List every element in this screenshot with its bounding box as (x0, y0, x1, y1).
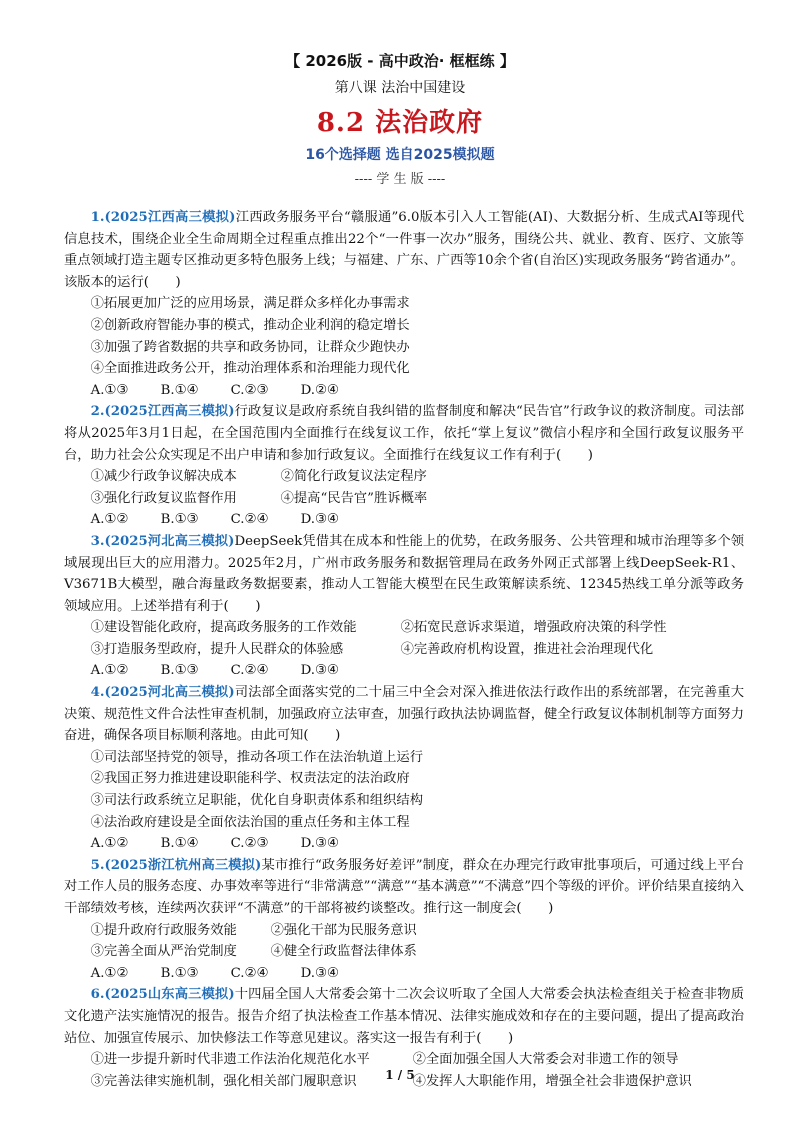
option-row (64, 488, 744, 510)
question-number: 2. (90, 404, 105, 420)
question-stem: 江西政务服务平台“赣服通”6.0版本引入人工智能(AI)、大数据分析、生成式AI等现代信息技术，围绕企业全生命周期全过程重点推出22个“一件事一次办”服务，围绕公共、就业、教育、医疗、文旅等重点领域打造主题专区推动更多特色服务上线；与福建、广东、广西等10余个省(自治区)实现政务服务“跨省通办”。该版本的运行( ) (64, 210, 745, 290)
lesson-title: 第八课 法治中国建设 (334, 80, 466, 96)
option-row (64, 639, 744, 661)
choice-b[interactable]: B.①③ (160, 663, 199, 679)
option: ②创新政府智能办事的模式，推动企业利润的稳定增长 (90, 317, 410, 333)
option: ④健全行政监督法律体系 (270, 944, 417, 960)
question-source: (2025河北高三模拟) (104, 685, 235, 701)
question-stem: 十四届全国人大常委会第十二次会议听取了全国人大常委会执法检查组关于检查非物质文化遗产法实施情况的报告。报告介绍了执法检查工作基本情况、法律实施成效和存在的主要问题，提出了提高政治站位、加强宣传展示、加快修法工作等意见建议。落实这一报告有利于( ) (64, 987, 745, 1046)
option: ②全面加强全国人大常委会对非遗工作的领导 (412, 1052, 679, 1068)
option-row (64, 617, 744, 639)
choice-c[interactable]: C.②③ (230, 382, 269, 398)
question-number: 1. (90, 210, 105, 225)
question-5 (64, 855, 744, 985)
question-number: 5. (90, 857, 105, 873)
option: ③司法行政系统立足职能，优化自身职责体系和组织结构 (90, 793, 424, 809)
choice-c[interactable]: C.②③ (230, 836, 269, 852)
option: ③加强了跨省数据的共享和政务协同，让群众少跑快办 (90, 339, 410, 355)
question-source: (2025江西高三模拟) (104, 404, 235, 420)
choice-d[interactable]: D.③④ (300, 965, 339, 981)
question-stem: DeepSeek凭借其在成本和性能上的优势，在政务服务、公共管理和城市治理等多个领域展现出巨大的应用潜力。2025年2月，广州市政务服务和数据管理局在政务外网正式部署上线DeepSeek-R1、V3671B大模型，融合海量政务数据要素，推动人工智能大模型在民生政策解读系统、12345热线工单分派等政务领域应用。上述举措有利于( ) (64, 533, 744, 614)
choice-b[interactable]: B.①④ (160, 836, 199, 852)
question-number: 6. (90, 987, 105, 1003)
question-stem: 司法部全面落实党的二十届三中全会对深入推进依法行政作出的系统部署，在完善重大决策、规范性文件合法性审查机制，加强政府立法审查，加强行政执法协调监督，健全行政复议体制机制等方面努力奋进，确保各项目标顺利落地。由此可知( ) (64, 685, 745, 744)
question-3 (64, 531, 744, 682)
question-source: (2025山东高三模拟) (104, 987, 235, 1003)
option: ③完善全面从严治党制度 (90, 944, 237, 960)
option: ①提升政府行政服务效能 (90, 922, 237, 938)
option-row (64, 941, 744, 963)
choice-c[interactable]: C.②④ (230, 965, 269, 981)
question-1 (64, 207, 744, 401)
option: ②拓宽民意诉求渠道，增强政府决策的科学性 (400, 620, 667, 636)
choice-a[interactable]: A.①② (90, 965, 129, 981)
question-source: (2025河北高三模拟) (104, 533, 235, 549)
answer-choices (64, 380, 744, 402)
option: ①司法部坚持党的领导，推动各项工作在法治轨道上运行 (90, 749, 424, 765)
option: ③强化行政复议监督作用 (90, 490, 237, 506)
option: ①进一步提升新时代非遗工作法治化规范化水平 (90, 1052, 370, 1068)
choice-d[interactable]: D.③④ (300, 836, 339, 852)
question-2 (64, 401, 744, 531)
question-number: 3. (90, 533, 105, 549)
page-subtitle: 16个选择题 选自2025模拟题 (305, 147, 495, 163)
answer-choices (64, 509, 744, 531)
question-stem: 某市推行“政务服务好差评”制度，群众在办理完行政审批事项后，可通过线上平台对工作人员的服务态度、办事效率等进行“非常满意”“满意”“基本满意”“不满意”四个等级的评价。评价结果直接纳入干部绩效考核，连续两次获评“不满意”的干部将被约谈整改。推行这一制度会( ) (64, 857, 744, 916)
choice-b[interactable]: B.①③ (160, 965, 199, 981)
edition-label: ---- 学 生 版 ---- (354, 172, 446, 187)
page-number: 1 / 5 (385, 1068, 415, 1082)
option-row (64, 466, 744, 488)
series-header: 【 2026版 - 高中政治· 框框练 】 (285, 52, 515, 70)
option: ③完善法律实施机制，强化相关部门履职意识 (90, 1073, 357, 1089)
choice-d[interactable]: D.③④ (300, 663, 339, 679)
option: ②强化干部为民服务意识 (270, 922, 417, 938)
choice-d[interactable]: D.②④ (300, 382, 339, 398)
choice-c[interactable]: C.②④ (230, 663, 269, 679)
option: ②简化行政复议法定程序 (280, 469, 427, 485)
choice-c[interactable]: C.②④ (230, 512, 269, 528)
option: ④全面推进政务公开，推动治理体系和治理能力现代化 (90, 361, 410, 377)
question-list (64, 207, 744, 1092)
question-source: (2025浙江杭州高三模拟) (104, 857, 262, 873)
choice-b[interactable]: B.①③ (160, 512, 199, 528)
question-4 (64, 682, 744, 855)
option: ①减少行政争议解决成本 (90, 469, 237, 485)
option: ④法治政府建设是全面依法治国的重点任务和主体工程 (90, 814, 410, 830)
page-title: 8.2 法治政府 (316, 108, 484, 138)
choice-b[interactable]: B.①④ (160, 382, 199, 398)
option: ④完善政府机构设置，推进社会治理现代化 (400, 641, 654, 657)
option: ④提高“民告官”胜诉概率 (280, 490, 428, 506)
question-number: 4. (90, 685, 105, 701)
question-source: (2025江西高三模拟) (104, 210, 236, 225)
choice-d[interactable]: D.③④ (300, 512, 339, 528)
answer-choices (64, 963, 744, 985)
answer-choices (64, 833, 744, 855)
option: ①建设智能化政府，提高政务服务的工作效能 (90, 620, 357, 636)
answer-choices (64, 660, 744, 682)
question-stem: 行政复议是政府系统自我纠错的监督制度和解决“民告官”行政争议的救济制度。司法部将从2025年3月1日起，在全国范围内全面推行在线复议工作，依托“掌上复议”微信小程序和全国行政复议服务平台，助力社会公众实现足不出户申请和参加行政复议。全面推行在线复议工作有利于( ) (64, 404, 744, 463)
choice-a[interactable]: A.①② (90, 836, 129, 852)
option: ④发挥人大职能作用，增强全社会非遗保护意识 (412, 1073, 692, 1089)
choice-a[interactable]: A.①② (90, 663, 129, 679)
choice-a[interactable]: A.①② (90, 512, 129, 528)
choice-a[interactable]: A.①③ (90, 382, 129, 398)
option: ③打造服务型政府，提升人民群众的体验感 (90, 641, 344, 657)
option: ①拓展更加广泛的应用场景，满足群众多样化办事需求 (90, 296, 410, 312)
option: ②我国正努力推进建设职能科学、权责法定的法治政府 (90, 771, 410, 787)
option-row (64, 920, 744, 942)
